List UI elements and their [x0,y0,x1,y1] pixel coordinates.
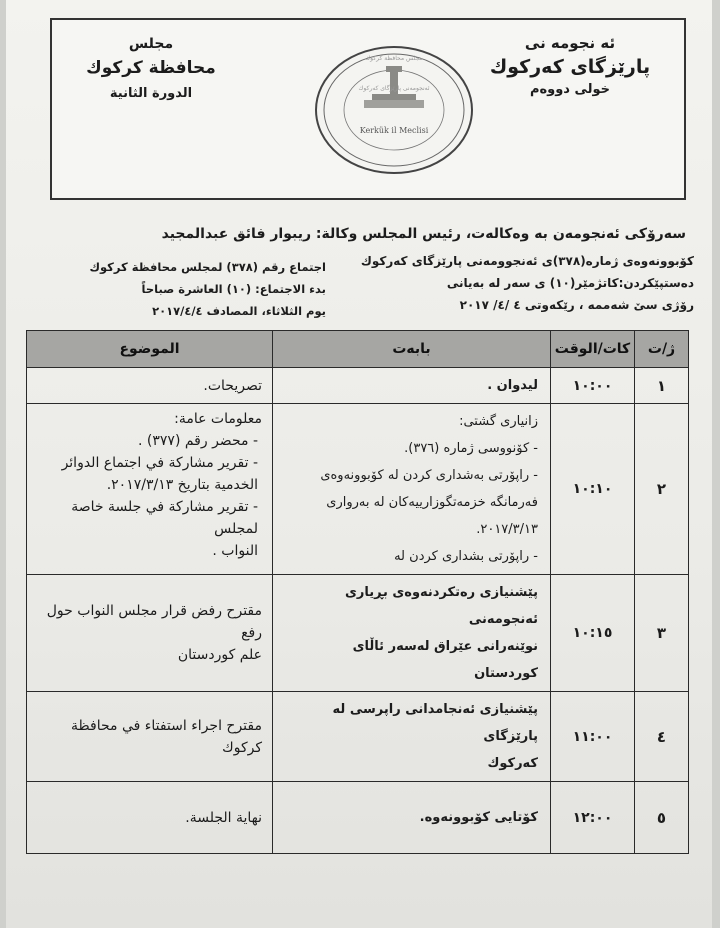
kurdish-line: - راپۆرتی بشداری کردن لە [394,549,538,564]
row-number: ٥ [635,782,689,854]
arabic-line: معلومات عامة: [174,411,262,427]
arabic-letterhead [76,32,226,109]
arabic-line: نهاية الجلسة. [185,809,262,826]
row-kurdish-subject [273,782,551,854]
header-kurdish-subject: بابەت [273,331,551,368]
table-row [27,404,689,575]
kurdish-meeting-start: دەستپێکردن:کاتژمێر(١٠) ی سەر لە بەیانی [446,276,694,290]
row-arabic-subject [27,782,273,854]
kurdish-province-label: پارێزگای کەرکوك [489,56,651,78]
header-number: ژ/ت [635,331,689,368]
kurdish-line: زانیاری گشتی: [459,414,538,429]
kurdish-session-label: خولی دووەم [529,82,611,97]
arabic-line: علم كوردستان [177,647,262,663]
table-row [27,692,689,782]
row-kurdish-subject [273,575,551,692]
chairperson-line: سەرۆکی ئەنجومەن بە وەکالەت، رئيس المجلس وكالة: ريبوار فائق عبدالمجيد [161,226,686,242]
arabic-line: الخدمية بتاريخ ٢٠١٧/٣/١٣. [106,477,258,493]
arabic-meeting-number: اجتماع رقم (٣٧٨) لمجلس محافظة كركوك [89,260,326,274]
arabic-session-label: الدورة الثانية [109,86,193,101]
kurdish-line: ٢٠١٧/٣/١٣. [476,522,538,537]
seal-caption: Kerkük il Meclisi [359,126,429,135]
kurdish-line: پێشنیازی رەتکردنەوەی بڕیاری ئەنجومەنی [344,585,538,627]
arabic-line: - محضر رقم (٣٧٧) . [138,433,258,449]
seal-inner-text: ئەنجومەنی پارێزگای کەرکوك [358,85,430,92]
arabic-line: مقترح اجراء استفتاء في محافظة كركوك [71,717,262,756]
kurdish-council-label: ئه نجومه نی [524,34,616,52]
kurdish-line: - راپۆرتی بەشداری کردن لە کۆبوونەوەی [320,468,538,483]
kurdish-letterhead [480,30,660,101]
row-arabic-subject [27,368,273,404]
kurdish-line: پێشنیازی ئەنجامدانی راپرسی لە پارێزگای [332,702,538,744]
row-number: ١ [635,368,689,404]
letterhead [50,18,686,200]
header-time: کات/الوقت [551,331,635,368]
header-arabic-subject: الموضوع [27,331,273,368]
row-time: ١٠:٠٠ [551,368,635,404]
row-time: ١١:٠٠ [551,692,635,782]
row-arabic-subject [27,404,273,575]
table-row [27,782,689,854]
row-kurdish-subject [273,404,551,575]
row-kurdish-subject [273,692,551,782]
kurdish-line: کۆتایی کۆبوونەوە. [419,810,538,825]
kurdish-meeting-date: رۆژی سێ شەممە ، رێکەوتی ٤ /٤/ ٢٠١٧ [459,298,694,312]
arabic-line: مقترح رفض قرار مجلس النواب حول رفع [46,603,262,641]
row-kurdish-subject [273,368,551,404]
agenda-header-row [27,331,689,368]
council-seal [312,44,476,176]
kurdish-line: - کۆنووسی ژمارە (٣٧٦). [404,441,538,456]
agenda-table [26,330,689,854]
document-page [6,0,712,928]
seal-emblem-icon [312,44,476,176]
table-row [27,368,689,404]
kurdish-line: ليدوان . [487,378,538,393]
arabic-line: النواب . [212,543,258,559]
row-number: ٤ [635,692,689,782]
arabic-meeting-date: يوم الثلاثاء، المصادف ٢٠١٧/٤/٤ [152,304,326,318]
kurdish-meeting-number: کۆبوونەوەی ژمارە(٣٧٨)ی ئەنجوومەنی پارێزگای کەرکوك [360,254,694,268]
row-time: ١٠:١٥ [551,575,635,692]
kurdish-line: فەرمانگە خزمەتگوزارییەکان لە بەرواری [326,495,538,510]
table-row [27,575,689,692]
row-arabic-subject [27,692,273,782]
arabic-line: تصريحات. [203,377,262,394]
kurdish-meeting-info [354,250,694,316]
arabic-meeting-info [56,256,326,322]
row-time: ١٠:١٠ [551,404,635,575]
kurdish-line: نوێنەرانی عێراق لەسەر ئاڵای کوردستان [352,639,538,681]
row-number: ٢ [635,404,689,575]
arabic-council-label: مجلس [128,36,174,52]
kurdish-line: کەرکوك [487,756,538,771]
row-arabic-subject [27,575,273,692]
row-time: ١٢:٠٠ [551,782,635,854]
arabic-line: - تقرير مشاركة في جلسة خاصة لمجلس [71,499,258,537]
row-number: ٣ [635,575,689,692]
arabic-meeting-start: بدء الاجتماع: (١٠) العاشرة صباحاً [141,282,326,296]
arabic-line: - تقرير مشاركة في اجتماع الدوائر [61,455,258,471]
arabic-province-label: محافظة كركوك [86,58,216,78]
seal-ring-text: مجلس محافظة كركوك [365,55,423,62]
